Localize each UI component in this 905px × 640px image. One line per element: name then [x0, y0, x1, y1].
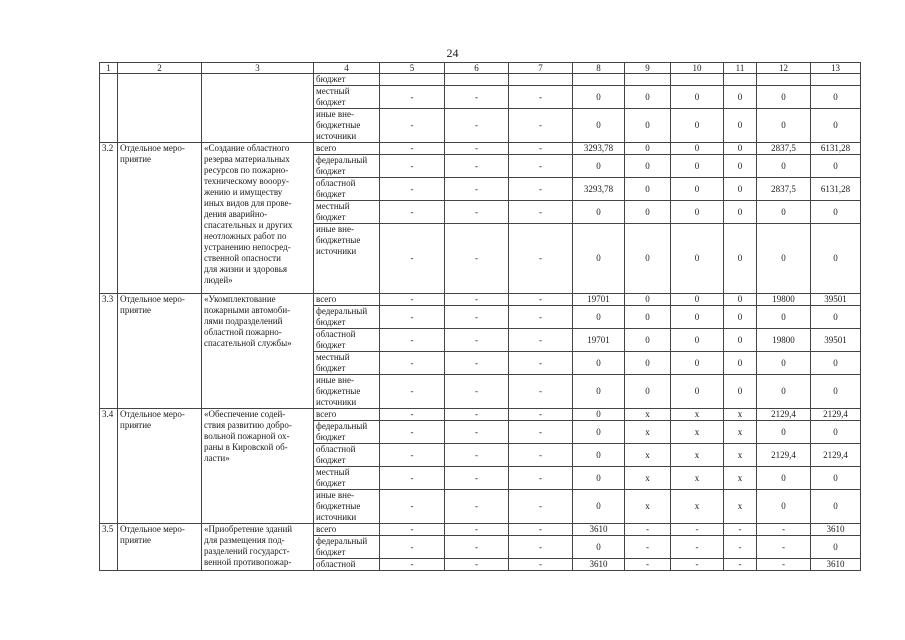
funding-source-cell: местный бюджет: [314, 201, 380, 224]
value-cell: -: [380, 306, 445, 329]
value-cell: -: [445, 143, 509, 155]
value-cell: -: [445, 421, 509, 444]
value-cell: -: [509, 306, 573, 329]
value-cell: 0: [724, 329, 757, 352]
value-cell: -: [380, 86, 445, 109]
value-cell: 3293,78: [573, 143, 625, 155]
value-cell: -: [380, 109, 445, 143]
value-cell: 0: [671, 86, 724, 109]
measure-number-cell: 3.3: [100, 294, 118, 409]
funding-source-cell: федеральный бюджет: [314, 421, 380, 444]
column-header: 5: [380, 63, 445, 74]
value-cell: 0: [724, 143, 757, 155]
funding-source-cell: бюджет: [314, 74, 380, 86]
value-cell: -: [380, 178, 445, 201]
funding-source-cell: всего: [314, 143, 380, 155]
value-cell: -: [509, 352, 573, 375]
value-cell: 0: [811, 155, 861, 178]
value-cell: 0: [757, 155, 811, 178]
value-cell: 0: [757, 375, 811, 409]
value-cell: 2837,5: [757, 178, 811, 201]
funding-source-cell: областной бюджет: [314, 178, 380, 201]
measure-type-cell: Отдельное меро- приятие: [118, 524, 202, 571]
value-cell: 0: [671, 294, 724, 306]
funding-source-cell: иные вне- бюджетные источники: [314, 109, 380, 143]
funding-source-cell: иные вне- бюджетные источники: [314, 224, 380, 294]
value-cell: 0: [625, 143, 671, 155]
value-cell: [445, 74, 509, 86]
value-cell: -: [671, 524, 724, 536]
value-cell: -: [380, 409, 445, 421]
value-cell: [509, 74, 573, 86]
value-cell: -: [380, 294, 445, 306]
value-cell: 0: [811, 536, 861, 559]
value-cell: 0: [757, 306, 811, 329]
type-cell: [118, 74, 202, 143]
value-cell: -: [380, 524, 445, 536]
value-cell: 0: [573, 444, 625, 467]
column-header: 13: [811, 63, 861, 74]
value-cell: [625, 74, 671, 86]
value-cell: -: [509, 86, 573, 109]
value-cell: 0: [625, 109, 671, 143]
value-cell: x: [625, 490, 671, 524]
value-cell: 0: [625, 306, 671, 329]
value-cell: -: [445, 444, 509, 467]
value-cell: 0: [671, 201, 724, 224]
value-cell: 19800: [757, 294, 811, 306]
value-cell: -: [509, 559, 573, 571]
number-cell: [100, 74, 118, 143]
value-cell: -: [380, 559, 445, 571]
value-cell: 0: [724, 178, 757, 201]
column-header: 9: [625, 63, 671, 74]
value-cell: -: [509, 143, 573, 155]
funding-source-cell: федеральный бюджет: [314, 155, 380, 178]
header-row: [100, 63, 861, 74]
value-cell: x: [671, 421, 724, 444]
value-cell: -: [445, 352, 509, 375]
value-cell: x: [625, 409, 671, 421]
funding-source-cell: местный бюджет: [314, 86, 380, 109]
value-cell: 0: [573, 155, 625, 178]
value-cell: 0: [573, 224, 625, 294]
value-cell: x: [724, 409, 757, 421]
value-cell: -: [509, 490, 573, 524]
measure-description-cell: «Укомплектование пожарными автомоби- лями подразделений областной пожарно- спасательной службы»: [202, 294, 314, 409]
value-cell: 0: [573, 409, 625, 421]
value-cell: -: [509, 409, 573, 421]
value-cell: 0: [757, 224, 811, 294]
value-cell: x: [724, 421, 757, 444]
measure-description-cell: «Создание областного резерва материальных ресурсов по пожарно- техническому вооору- жению и имуществу иных видов для прове- дения аварийно- спасательных и других неотложных работ по устранению непосред- ственной опасности для жизни и здоровья людей»: [202, 143, 314, 294]
funding-source-cell: иные вне- бюджетные источники: [314, 490, 380, 524]
value-cell: x: [625, 467, 671, 490]
value-cell: -: [757, 524, 811, 536]
value-cell: 0: [573, 490, 625, 524]
value-cell: -: [724, 524, 757, 536]
value-cell: 0: [811, 109, 861, 143]
value-cell: -: [724, 536, 757, 559]
value-cell: 0: [811, 467, 861, 490]
value-cell: 3610: [811, 524, 861, 536]
value-cell: 0: [671, 178, 724, 201]
column-header: 11: [724, 63, 757, 74]
column-header: 1: [100, 63, 118, 74]
value-cell: 0: [724, 86, 757, 109]
value-cell: 0: [625, 178, 671, 201]
table-row: [100, 294, 861, 306]
value-cell: 0: [671, 109, 724, 143]
table-row: [100, 74, 861, 86]
value-cell: 2129,4: [757, 409, 811, 421]
value-cell: 0: [811, 375, 861, 409]
funding-source-cell: местный бюджет: [314, 467, 380, 490]
value-cell: -: [509, 294, 573, 306]
value-cell: x: [671, 444, 724, 467]
value-cell: 0: [625, 329, 671, 352]
value-cell: 6131,28: [811, 143, 861, 155]
value-cell: 0: [811, 224, 861, 294]
column-header: 4: [314, 63, 380, 74]
value-cell: [757, 74, 811, 86]
value-cell: [573, 74, 625, 86]
value-cell: -: [445, 109, 509, 143]
value-cell: 0: [671, 306, 724, 329]
value-cell: 2129,4: [811, 409, 861, 421]
value-cell: 0: [573, 109, 625, 143]
value-cell: -: [380, 329, 445, 352]
value-cell: 0: [625, 375, 671, 409]
funding-source-cell: областной бюджет: [314, 329, 380, 352]
value-cell: 3293,78: [573, 178, 625, 201]
value-cell: 3610: [573, 559, 625, 571]
funding-source-cell: всего: [314, 409, 380, 421]
value-cell: 19701: [573, 294, 625, 306]
value-cell: 0: [757, 109, 811, 143]
value-cell: -: [445, 306, 509, 329]
value-cell: 0: [573, 467, 625, 490]
value-cell: -: [509, 329, 573, 352]
value-cell: 0: [724, 352, 757, 375]
value-cell: -: [509, 109, 573, 143]
value-cell: x: [724, 444, 757, 467]
value-cell: -: [445, 559, 509, 571]
value-cell: [380, 74, 445, 86]
value-cell: 0: [573, 306, 625, 329]
value-cell: 2837,5: [757, 143, 811, 155]
value-cell: -: [757, 536, 811, 559]
value-cell: -: [625, 524, 671, 536]
value-cell: 0: [671, 375, 724, 409]
column-header: 8: [573, 63, 625, 74]
value-cell: -: [445, 86, 509, 109]
funding-source-cell: федеральный бюджет: [314, 306, 380, 329]
table-row: [100, 409, 861, 421]
value-cell: -: [380, 375, 445, 409]
value-cell: 3610: [811, 559, 861, 571]
value-cell: -: [625, 536, 671, 559]
value-cell: 0: [573, 375, 625, 409]
value-cell: 0: [811, 421, 861, 444]
value-cell: 0: [573, 201, 625, 224]
value-cell: -: [509, 224, 573, 294]
value-cell: [811, 74, 861, 86]
value-cell: x: [724, 490, 757, 524]
value-cell: -: [445, 329, 509, 352]
funding-source-cell: областной бюджет: [314, 444, 380, 467]
measure-type-cell: Отдельное меро- приятие: [118, 294, 202, 409]
value-cell: 0: [625, 201, 671, 224]
value-cell: -: [509, 444, 573, 467]
value-cell: -: [509, 524, 573, 536]
value-cell: -: [625, 559, 671, 571]
value-cell: x: [671, 409, 724, 421]
value-cell: 0: [724, 155, 757, 178]
value-cell: 0: [811, 201, 861, 224]
value-cell: 0: [573, 421, 625, 444]
value-cell: 0: [724, 306, 757, 329]
description-cell: [202, 74, 314, 143]
measure-number-cell: 3.4: [100, 409, 118, 524]
value-cell: -: [445, 409, 509, 421]
value-cell: 0: [811, 86, 861, 109]
value-cell: x: [625, 444, 671, 467]
value-cell: 3610: [573, 524, 625, 536]
value-cell: -: [380, 490, 445, 524]
value-cell: -: [445, 536, 509, 559]
value-cell: -: [724, 559, 757, 571]
value-cell: 0: [625, 294, 671, 306]
funding-source-cell: всего: [314, 294, 380, 306]
value-cell: -: [445, 155, 509, 178]
value-cell: -: [380, 421, 445, 444]
column-header: 6: [445, 63, 509, 74]
value-cell: -: [445, 224, 509, 294]
value-cell: 0: [625, 86, 671, 109]
value-cell: -: [380, 155, 445, 178]
value-cell: -: [380, 467, 445, 490]
value-cell: 39501: [811, 294, 861, 306]
measure-description-cell: «Обеспечение содей- ствия развитию добро- вольной пожарной ох- раны в Кировской об- ласти»: [202, 409, 314, 524]
value-cell: 0: [573, 86, 625, 109]
value-cell: x: [671, 467, 724, 490]
value-cell: -: [509, 467, 573, 490]
value-cell: 0: [757, 467, 811, 490]
value-cell: -: [671, 559, 724, 571]
value-cell: 0: [671, 329, 724, 352]
value-cell: 0: [757, 201, 811, 224]
funding-source-cell: местный бюджет: [314, 352, 380, 375]
column-header: 10: [671, 63, 724, 74]
value-cell: 39501: [811, 329, 861, 352]
value-cell: 0: [671, 143, 724, 155]
value-cell: 0: [811, 306, 861, 329]
value-cell: -: [509, 375, 573, 409]
measure-number-cell: 3.5: [100, 524, 118, 571]
value-cell: 0: [724, 109, 757, 143]
value-cell: 0: [671, 155, 724, 178]
value-cell: x: [724, 467, 757, 490]
value-cell: 6131,28: [811, 178, 861, 201]
value-cell: 0: [757, 421, 811, 444]
funding-source-cell: иные вне- бюджетные источники: [314, 375, 380, 409]
value-cell: -: [445, 178, 509, 201]
column-header: 12: [757, 63, 811, 74]
value-cell: -: [380, 536, 445, 559]
value-cell: 0: [724, 294, 757, 306]
value-cell: -: [445, 490, 509, 524]
value-cell: x: [671, 490, 724, 524]
funding-source-cell: областной: [314, 559, 380, 571]
column-header: 7: [509, 63, 573, 74]
table-row: [100, 143, 861, 155]
value-cell: -: [380, 143, 445, 155]
measure-number-cell: 3.2: [100, 143, 118, 294]
value-cell: -: [445, 524, 509, 536]
value-cell: -: [509, 421, 573, 444]
value-cell: 0: [811, 490, 861, 524]
value-cell: 0: [671, 352, 724, 375]
funding-source-cell: всего: [314, 524, 380, 536]
funding-source-cell: федеральный бюджет: [314, 536, 380, 559]
value-cell: 0: [625, 155, 671, 178]
value-cell: 0: [625, 352, 671, 375]
value-cell: 19800: [757, 329, 811, 352]
value-cell: -: [671, 536, 724, 559]
value-cell: -: [380, 224, 445, 294]
table-row: [100, 524, 861, 536]
value-cell: -: [509, 155, 573, 178]
value-cell: -: [445, 467, 509, 490]
budget-table: [99, 62, 861, 571]
value-cell: -: [757, 559, 811, 571]
value-cell: 19701: [573, 329, 625, 352]
value-cell: -: [509, 178, 573, 201]
value-cell: 0: [757, 490, 811, 524]
value-cell: [724, 74, 757, 86]
value-cell: 0: [724, 201, 757, 224]
page-number: 24: [446, 46, 459, 60]
value-cell: 0: [573, 352, 625, 375]
value-cell: x: [625, 421, 671, 444]
value-cell: -: [445, 201, 509, 224]
value-cell: 0: [625, 224, 671, 294]
column-header: 3: [202, 63, 314, 74]
value-cell: -: [380, 201, 445, 224]
value-cell: -: [509, 536, 573, 559]
value-cell: [671, 74, 724, 86]
value-cell: 2129,4: [757, 444, 811, 467]
value-cell: 0: [671, 224, 724, 294]
value-cell: -: [445, 294, 509, 306]
value-cell: 2129,4: [811, 444, 861, 467]
value-cell: -: [380, 352, 445, 375]
column-header: 2: [118, 63, 202, 74]
value-cell: -: [380, 444, 445, 467]
value-cell: 0: [724, 375, 757, 409]
value-cell: 0: [724, 224, 757, 294]
measure-description-cell: «Приобретение зданий для размещения под- разделений государст- венной противопожар-: [202, 524, 314, 571]
value-cell: -: [445, 375, 509, 409]
value-cell: 0: [811, 352, 861, 375]
value-cell: 0: [757, 86, 811, 109]
value-cell: -: [509, 201, 573, 224]
value-cell: 0: [757, 352, 811, 375]
measure-type-cell: Отдельное меро- приятие: [118, 409, 202, 524]
value-cell: 0: [573, 536, 625, 559]
measure-type-cell: Отдельное меро- приятие: [118, 143, 202, 294]
